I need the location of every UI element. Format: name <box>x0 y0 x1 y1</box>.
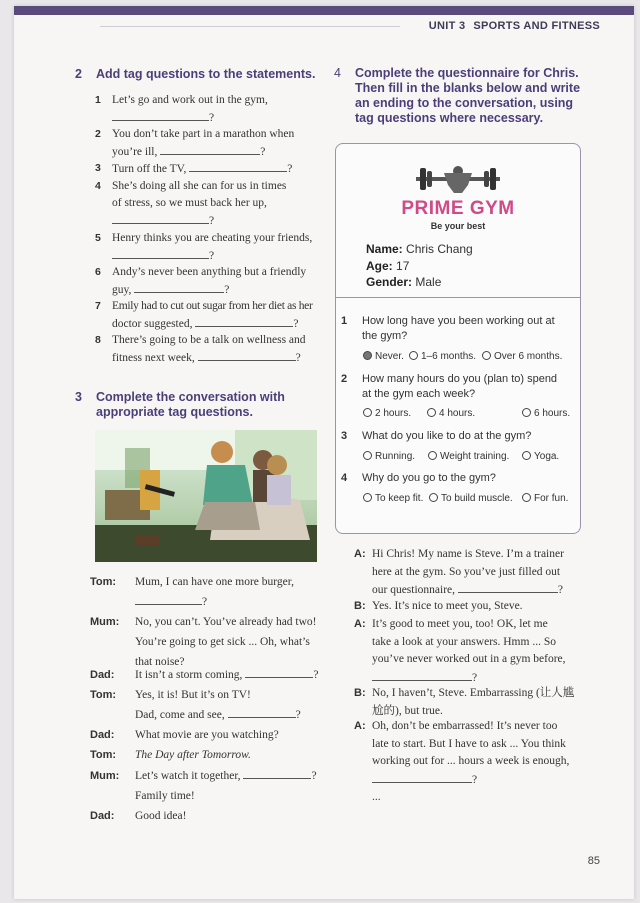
speaker: Tom: <box>90 689 117 701</box>
section-2-title: Add tag questions to the statements. <box>96 67 316 81</box>
radio-icon <box>428 451 437 460</box>
conversation-line: B: Yes. It’s nice to meet you, Steve. <box>372 598 523 616</box>
dialogue-line: Dad: Good idea! <box>135 806 186 826</box>
answer-blank[interactable] <box>198 349 296 361</box>
exercise-item: 3 Turn off the TV, ? <box>95 162 293 175</box>
card-divider <box>335 297 581 298</box>
dialogue-line: Dad: It isn’t a storm coming, ? <box>135 665 318 685</box>
gender-value: Male <box>415 275 442 289</box>
option-1-6-months[interactable]: 1–6 months. <box>409 351 476 362</box>
option-4-hours[interactable]: 4 hours. <box>427 408 475 419</box>
profile-name: Name: Chris Chang <box>366 242 473 256</box>
family-watching-tv-photo <box>95 430 317 562</box>
item-number: 2 <box>95 128 101 140</box>
item-text: Turn off the TV, <box>112 163 187 175</box>
speaker: Dad: <box>90 669 115 681</box>
item-number: 1 <box>95 94 101 106</box>
question: 4 Why do you go to the gym? <box>341 472 496 484</box>
speaker: Dad: <box>90 729 115 741</box>
question: 3 What do you like to do at the gym? <box>341 430 532 442</box>
dialogue-line: Mum: No, you can’t. You’ve already had two! You’re going to get sick ... Oh, what’s that noise? <box>135 612 317 672</box>
item-number: 6 <box>95 266 101 278</box>
answer-blank[interactable] <box>112 247 209 259</box>
conversation-line: A: Oh, don’t be embarrassed! It’s never too late to start. But I have to ask ... You think working out for ... hours a week is enough, ? ... <box>354 720 570 803</box>
option-yoga[interactable]: Yoga. <box>522 451 559 462</box>
header-rule <box>100 26 400 27</box>
radio-icon <box>522 451 531 460</box>
option-2-hours[interactable]: 2 hours. <box>363 408 411 419</box>
option-build-muscle[interactable]: To build muscle. <box>429 493 513 504</box>
radio-icon <box>363 408 372 417</box>
speaker: B: <box>354 600 366 612</box>
speaker: Dad: <box>90 810 115 822</box>
gym-tagline: Be your best <box>430 221 486 231</box>
unit-label: UNIT 3 <box>428 20 466 32</box>
exercise-item: 4 She’s doing all she can for us in times of stress, so we must back her up, ? <box>95 180 287 227</box>
exercise-item: 2 You don’t take part in a marathon when you’re ill, ? <box>95 128 295 158</box>
answer-blank[interactable] <box>160 143 260 155</box>
item-text: Andy’s never been anything but a friendly <box>112 266 307 278</box>
item-text: Let’s go and work out in the gym, <box>112 94 268 106</box>
answer-blank[interactable] <box>195 315 293 327</box>
option-never[interactable]: Never. <box>363 351 404 362</box>
dialogue-line: Dad: What movie are you watching? <box>135 725 279 745</box>
option-keep-fit[interactable]: To keep fit. <box>363 493 423 504</box>
exercise-item: 6 Andy’s never been anything but a friendly guy, ? <box>95 266 307 296</box>
conversation-line: A: Hi Chris! My name is Steve. I’m a trainer here at the gym. So you’ve just filled out our questionnaire, ? <box>354 548 564 596</box>
section-4-number: 4 <box>334 66 341 80</box>
answer-blank[interactable] <box>135 593 202 605</box>
radio-icon <box>482 351 491 360</box>
answer-blank[interactable] <box>458 581 558 593</box>
speaker: A: <box>354 618 366 630</box>
item-text: She’s doing all she can for us in times <box>112 180 287 192</box>
dialogue-line: Tom: The Day after Tomorrow. <box>135 745 251 765</box>
question: 1 How long have you been working out at the gym? <box>341 315 555 342</box>
exercise-item: 8 There’s going to be a talk on wellness and fitness next week, ? <box>95 334 306 364</box>
radio-icon <box>522 408 531 417</box>
option-over-6-months[interactable]: Over 6 months. <box>482 351 562 362</box>
item-number: 7 <box>95 300 101 312</box>
radio-icon <box>522 493 531 502</box>
radio-selected-icon <box>363 351 372 360</box>
option-6-hours[interactable]: 6 hours. <box>522 408 570 419</box>
speaker: A: <box>354 548 366 560</box>
answer-blank[interactable] <box>189 160 287 172</box>
section-3-number: 3 <box>75 390 82 404</box>
option-weight-training[interactable]: Weight training. <box>428 451 509 462</box>
name-value: Chris Chang <box>406 242 473 256</box>
answer-blank[interactable] <box>243 767 311 779</box>
item-number: 3 <box>95 162 101 174</box>
item-text: Henry thinks you are cheating your friends, <box>112 232 313 244</box>
exercise-item: 1 Let’s go and work out in the gym, ? <box>95 94 268 124</box>
dialogue-line: Mum: Let’s watch it together, ? Family time! <box>135 766 317 806</box>
gym-logo-icon <box>416 165 500 200</box>
radio-icon <box>363 451 372 460</box>
unit-title: SPORTS AND FITNESS <box>473 20 600 32</box>
option-for-fun[interactable]: For fun. <box>522 493 568 504</box>
top-color-bar <box>14 6 634 15</box>
answer-blank[interactable] <box>228 706 296 718</box>
page-number: 85 <box>587 855 600 867</box>
radio-icon <box>363 493 372 502</box>
speaker: A: <box>354 720 366 732</box>
item-number: 4 <box>95 180 101 192</box>
conversation-line: A: It’s good to meet you, too! OK, let me take a look at your answers. Hmm ... So you’ve never worked out in a gym before, ? <box>354 618 566 684</box>
age-value: 17 <box>396 259 410 273</box>
item-text: There’s going to be a talk on wellness and <box>112 334 306 346</box>
question: 2 How many hours do you (plan to) spend at the gym each week? <box>341 373 558 400</box>
dialogue-line: Tom: Mum, I can have one more burger, ? <box>135 572 294 612</box>
unit-header <box>429 20 600 32</box>
profile-gender: Gender: Male <box>366 275 442 289</box>
item-text: Emily had to cut out sugar from her diet as her <box>112 300 313 312</box>
speaker: Mum: <box>90 770 120 782</box>
speaker: Mum: <box>90 616 120 628</box>
speaker: Tom: <box>90 576 117 588</box>
answer-blank[interactable] <box>134 281 224 293</box>
profile-age: Age: 17 <box>366 259 410 273</box>
dialogue-line: Tom: Yes, it is! But it’s on TV! Dad, come and see, ? <box>135 685 301 725</box>
answer-blank[interactable] <box>372 669 472 681</box>
answer-blank[interactable] <box>112 212 209 224</box>
item-number: 5 <box>95 232 101 244</box>
speaker: Tom: <box>90 749 117 761</box>
speaker: B: <box>354 687 366 699</box>
option-running[interactable]: Running. <box>363 451 415 462</box>
radio-icon <box>427 408 436 417</box>
item-number: 8 <box>95 334 101 346</box>
exercise-item: 5 Henry thinks you are cheating your friends, ? <box>95 232 313 262</box>
exercise-item: 7 Emily had to cut out sugar from her diet as her doctor suggested, ? <box>95 300 313 330</box>
section-2-number: 2 <box>75 67 82 81</box>
section-4-title: Complete the questionnaire for Chris. Then fill in the blanks below and write an ending to the conversation, using tag questions where necessary. <box>355 66 581 125</box>
item-text: You don’t take part in a marathon when <box>112 128 295 140</box>
answer-blank[interactable] <box>372 771 472 783</box>
gym-brand-name: PRIME GYM <box>401 198 515 219</box>
section-3-title: Complete the conversation with appropriate tag questions. <box>96 390 285 419</box>
radio-icon <box>409 351 418 360</box>
answer-blank[interactable] <box>112 109 209 121</box>
answer-blank[interactable] <box>245 666 313 678</box>
radio-icon <box>429 493 438 502</box>
conversation-line: B: No, I haven’t, Steve. Embarrassing (让人尴 尬的), but true. <box>354 687 575 717</box>
